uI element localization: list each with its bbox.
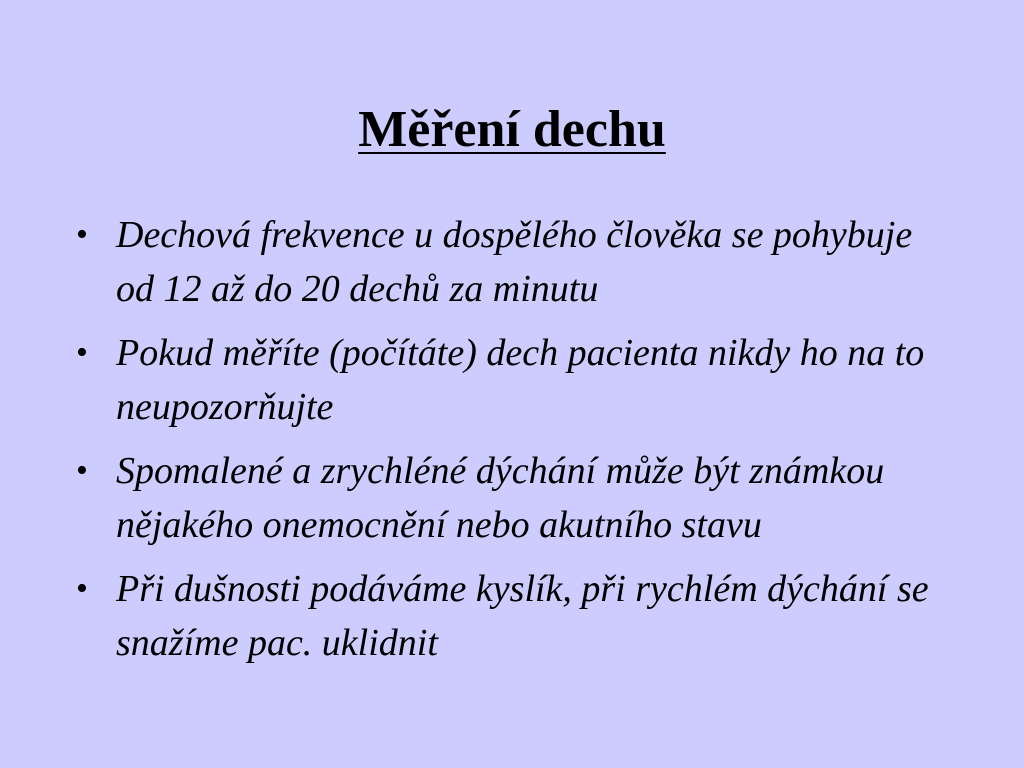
bullet-item: [72, 562, 952, 670]
bullet-item: [72, 208, 952, 316]
bullet-item: [72, 326, 952, 434]
bullet-text: Při dušnosti podáváme kyslík, při rychlém dýchání se snažíme pac. uklidnit: [116, 568, 929, 664]
bullet-text: Spomalené a zrychléné dýchání může být známkou nějakého onemocnění nebo akutního stavu: [116, 450, 885, 546]
slide-title: [0, 100, 1024, 160]
bullet-list: [72, 208, 952, 680]
bullet-item: [72, 444, 952, 552]
bullet-text: Dechová frekvence u dospělého člověka se pohybuje od 12 až do 20 dechů za minutu: [116, 214, 913, 310]
bullet-dot-icon: •: [76, 216, 88, 253]
bullet-dot-icon: •: [76, 570, 88, 607]
bullet-dot-icon: •: [76, 334, 88, 371]
bullet-dot-icon: •: [76, 452, 88, 489]
bullet-text: Pokud měříte (počítáte) dech pacienta nikdy ho na to neupozorňujte: [116, 332, 925, 428]
slide-title-text: Měření dechu: [358, 101, 666, 158]
